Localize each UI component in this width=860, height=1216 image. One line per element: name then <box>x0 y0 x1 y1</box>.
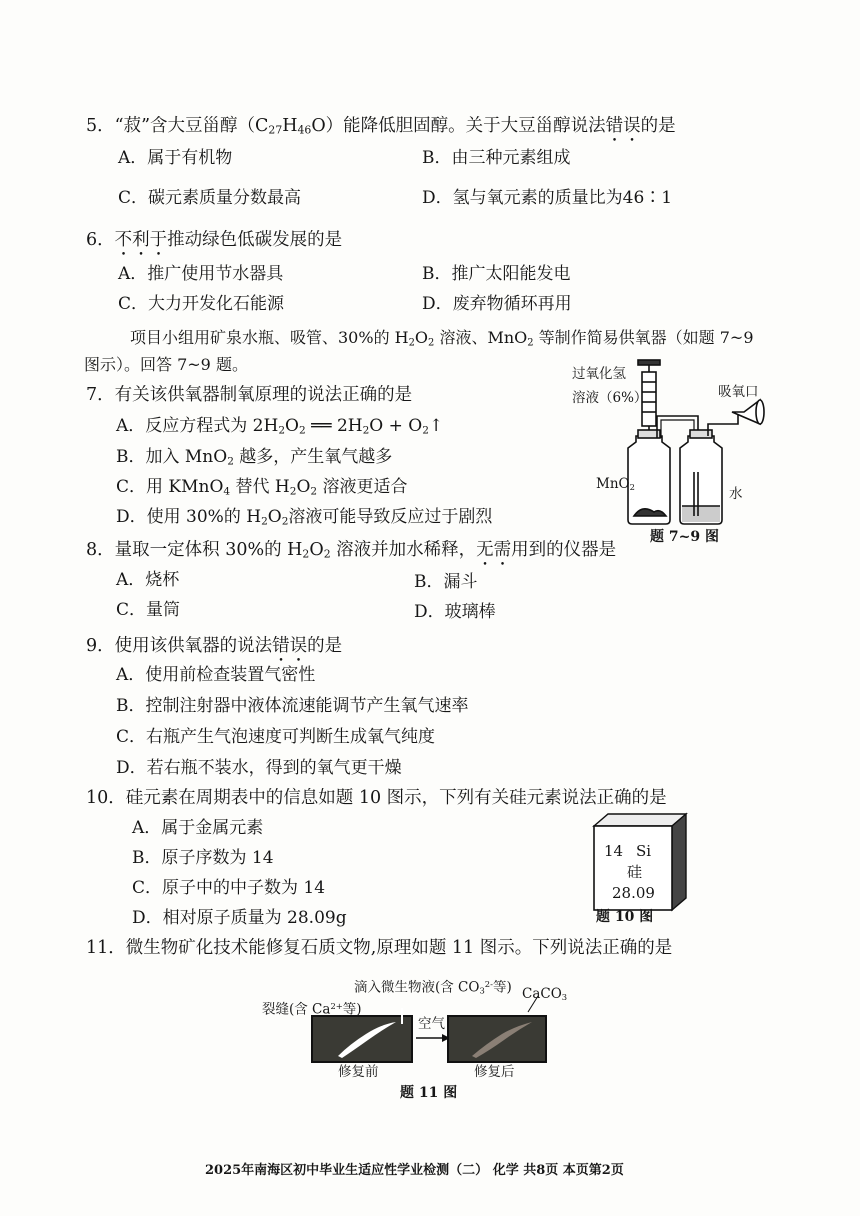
left-bottle-icon <box>628 430 670 524</box>
figure-10-caption: 题 10 图 <box>596 909 654 925</box>
q8-option-c: C．量筒 <box>116 600 181 620</box>
silicon-symbol: Si <box>636 842 652 860</box>
q5-emphasis: 错误 <box>605 116 641 136</box>
q10-option-b: B．原子序数为 14 <box>132 848 274 868</box>
q6-stem: 6．不利于推动绿色低碳发展的是 <box>86 230 343 250</box>
figure-7-9-caption: 题 7~9 图 <box>650 529 719 545</box>
right-bottle-icon <box>680 430 722 524</box>
oxygen-generator-figure <box>600 356 800 526</box>
q7-stem: 7．有关该供氧器制氧原理的说法正确的是 <box>86 385 413 405</box>
label-water: 水 <box>729 486 743 502</box>
q6-option-a: A．推广使用节水器具 <box>118 264 284 284</box>
q7-option-b: B．加入 MnO$_2$ 越多，产生氧气越多 <box>116 447 393 468</box>
q8-emphasis: 无需 <box>476 540 512 560</box>
label-mno2: MnO$_2$ <box>596 476 635 493</box>
q10-option-a: A．属于金属元素 <box>132 818 264 838</box>
q9-option-a: A．使用前检查装置气密性 <box>116 665 316 685</box>
label-drip: 滴入微生物液(含 $CO_3^{2-}$等) <box>354 979 512 996</box>
q7-option-a: A．反应方程式为 $2H_2O_2$ ══ $2H_2O$ + $O_2↑$ <box>116 416 444 437</box>
silicon-atomic-number: 14 <box>604 842 624 860</box>
q6-option-b: B．推广太阳能发电 <box>422 264 571 284</box>
q7-option-d: D．使用 30%的 $H_2O_2$溶液可能导致反应过于剧烈 <box>116 507 493 528</box>
figure-11-caption: 题 11 图 <box>400 1085 458 1101</box>
label-crack: 裂缝(含 $Ca^{2+}$等) <box>262 1001 362 1018</box>
q5-option-a: A．属于有机物 <box>118 148 233 168</box>
q9-stem: 9．使用该供氧器的说法错误的是 <box>86 636 343 656</box>
oxygen-mask-icon <box>732 400 764 424</box>
q8-option-a: A．烧杯 <box>116 570 180 590</box>
label-air: 空气 <box>418 1016 445 1032</box>
q5-option-c: C．碳元素质量分数最高 <box>118 188 302 208</box>
q6-option-d: D．废弃物循环再用 <box>422 294 572 314</box>
label-h2o2-line2: 溶液（6%） <box>572 390 648 406</box>
q5-stem: 5．“菽”含大豆甾醇$(C_{27}H_{46}O)$能降低胆固醇。关于大豆甾醇说法错误的是 <box>86 116 676 137</box>
q9-option-c: C．右瓶产生气泡速度可判断生成氧气纯度 <box>116 727 436 747</box>
intro-line2: 图示）。回答 7~9 题。 <box>84 355 248 374</box>
q6-option-c: C．大力开发化石能源 <box>118 294 285 314</box>
q5-option-b: B．由三种元素组成 <box>422 148 571 168</box>
q8-option-b: B．漏斗 <box>414 572 478 592</box>
q9-option-d: D．若右瓶不装水，得到的氧气更干燥 <box>116 758 402 778</box>
q10-stem: 10．硅元素在周期表中的信息如题 10 图示，下列有关硅元素说法正确的是 <box>86 788 667 808</box>
label-h2o2-line1: 过氧化氢 <box>572 366 626 382</box>
q10-option-c: C．原子中的中子数为 14 <box>132 878 326 898</box>
silicon-atomic-mass: 28.09 <box>612 884 655 902</box>
label-before: 修复前 <box>338 1064 379 1080</box>
q9-emphasis: 错误 <box>272 636 308 656</box>
silicon-name: 硅 <box>627 863 643 881</box>
label-outlet: 吸氧口 <box>718 384 759 400</box>
q10-option-d: D．相对原子质量为 28.09g <box>132 908 347 928</box>
q7-option-c: C．用 KMnO$_4$ 替代 $H_2O_2$ 溶液更适合 <box>116 477 408 498</box>
intro-line1: 项目小组用矿泉水瓶、吸管、30%的 $H_2O_2$ 溶液、MnO$_2$ 等制作简易供氧器（如题 7~9 <box>130 328 754 349</box>
page-footer: 2025年南海区初中毕业生适应性学业检测（二） 化学 共8页 本页第2页 <box>205 1163 624 1178</box>
label-after: 修复后 <box>474 1064 515 1080</box>
q8-stem: 8．量取一定体积 30%的 $H_2O_2$ 溶液并加水稀释，无需用到的仪器是 <box>86 540 617 561</box>
q11-stem: 11．微生物矿化技术能修复石质文物,原理如题 11 图示。下列说法正确的是 <box>86 938 673 958</box>
q6-emphasis: 不利于 <box>114 230 168 250</box>
q9-option-b: B．控制注射器中液体流速能调节产生氧气速率 <box>116 696 469 716</box>
q5-option-d: D．氢与氧元素的质量比为46∶1 <box>422 188 673 208</box>
q8-option-d: D．玻璃棒 <box>414 602 496 622</box>
label-caco3: CaCO$_3$ <box>522 986 568 1003</box>
